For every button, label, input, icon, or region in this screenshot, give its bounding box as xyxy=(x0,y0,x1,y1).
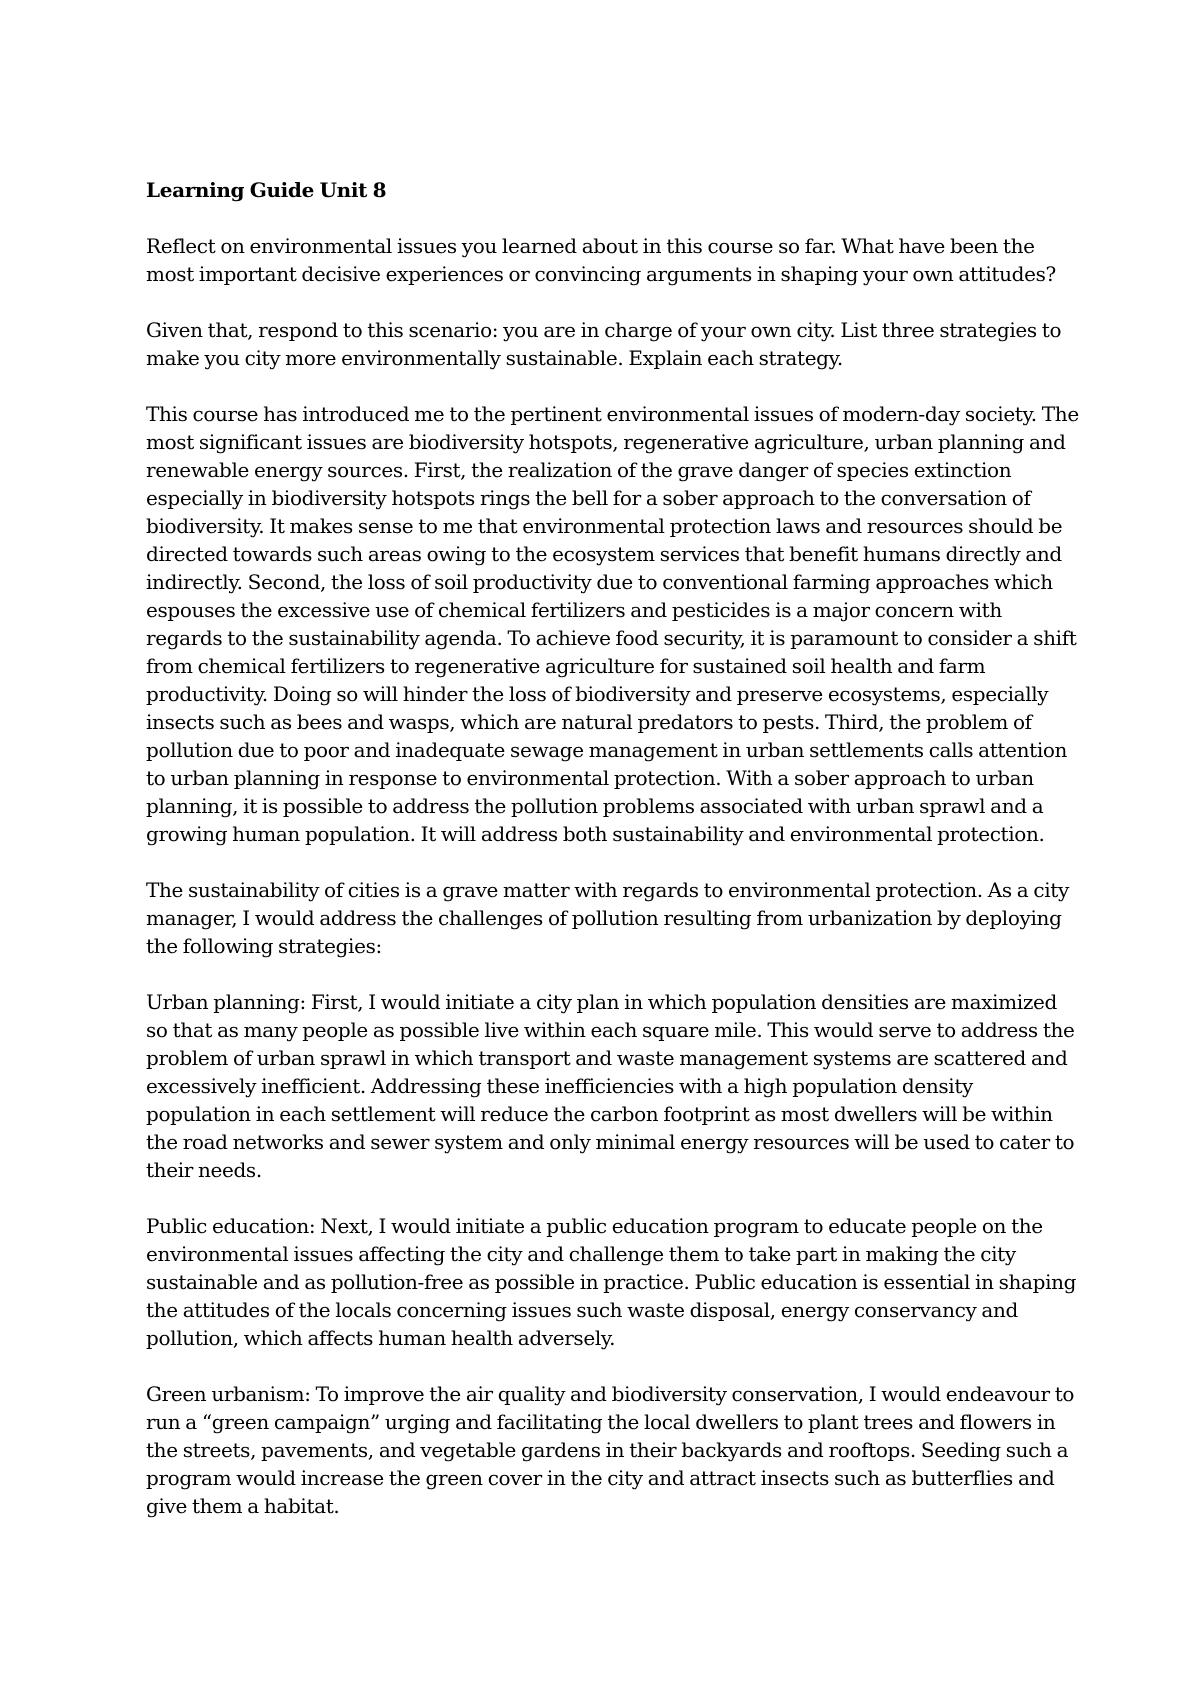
green-urbanism-paragraph: Green urbanism: To improve the air quality and biodiversity conservation, I would endeavour to run a “green campaign” urging and facilitating the local dwellers to plant trees and flowers in the streets, pavements, and vegetable gardens in their backyards and rooftops. Seeding such a program would increase the green cover in the city and attract insects such as butterflies and give them a habitat. xyxy=(146,1382,1075,1518)
scenario-paragraph: Given that, respond to this scenario: you are in charge of your own city. List three strategies to make you city more environmentally sustainable. Explain each strategy. xyxy=(146,318,1062,370)
reflection-paragraph: This course has introduced me to the pertinent environmental issues of modern-day society. The most significant issues are biodiversity hotspots, regenerative agriculture, urban planning and renewable energy sources. First, the realization of the grave danger of species extinction especially in biodiversity hotspots rings the bell for a sober approach to the conversation of biodiversity. It makes sense to me that environmental protection laws and resources should be directed towards such areas owing to the ecosystem services that benefit humans directly and indirectly. Second, the loss of soil productivity due to conventional farming approaches which espouses the excessive use of chemical fertilizers and pesticides is a major concern with regards to the sustainability agenda. To achieve food security, it is paramount to consider a shift from chemical fertilizers to regenerative agriculture for sustained soil health and farm productivity. Doing so will hinder the loss of biodiversity and preserve ecosystems, especially insects such as bees and wasps, which are natural predators to pests. Third, the problem of pollution due to poor and inadequate sewage management in urban settlements calls attention to urban planning in response to environmental protection. With a sober approach to urban planning, it is possible to address the pollution problems associated with urban sprawl and a growing human population. It will address both sustainability and environmental protection. xyxy=(146,402,1079,846)
document-body xyxy=(146,176,1082,1520)
strategies-intro-paragraph: The sustainability of cities is a grave matter with regards to environmental protection. As a city manager, I would address the challenges of pollution resulting from urbanization by deploying the following strategies: xyxy=(146,878,1069,958)
document-title: Learning Guide Unit 8 xyxy=(146,178,387,202)
urban-planning-paragraph: Urban planning: First, I would initiate a city plan in which population densities are maximized so that as many people as possible live within each square mile. This would serve to address the problem of urban sprawl in which transport and waste management systems are scattered and excessively inefficient. Addressing these inefficiencies with a high population density population in each settlement will reduce the carbon footprint as most dwellers will be within the road networks and sewer system and only minimal energy resources will be used to cater to their needs. xyxy=(146,990,1075,1182)
public-education-paragraph: Public education: Next, I would initiate a public education program to educate people on the environmental issues affecting the city and challenge them to take part in making the city sustainable and as pollution-free as possible in practice. Public education is essential in shaping the attitudes of the locals concerning issues such waste disposal, energy conservancy and pollution, which affects human health adversely. xyxy=(146,1214,1077,1350)
prompt-paragraph: Reflect on environmental issues you learned about in this course so far. What have been the most important decisive experiences or convincing arguments in shaping your own attitudes? xyxy=(146,234,1056,286)
